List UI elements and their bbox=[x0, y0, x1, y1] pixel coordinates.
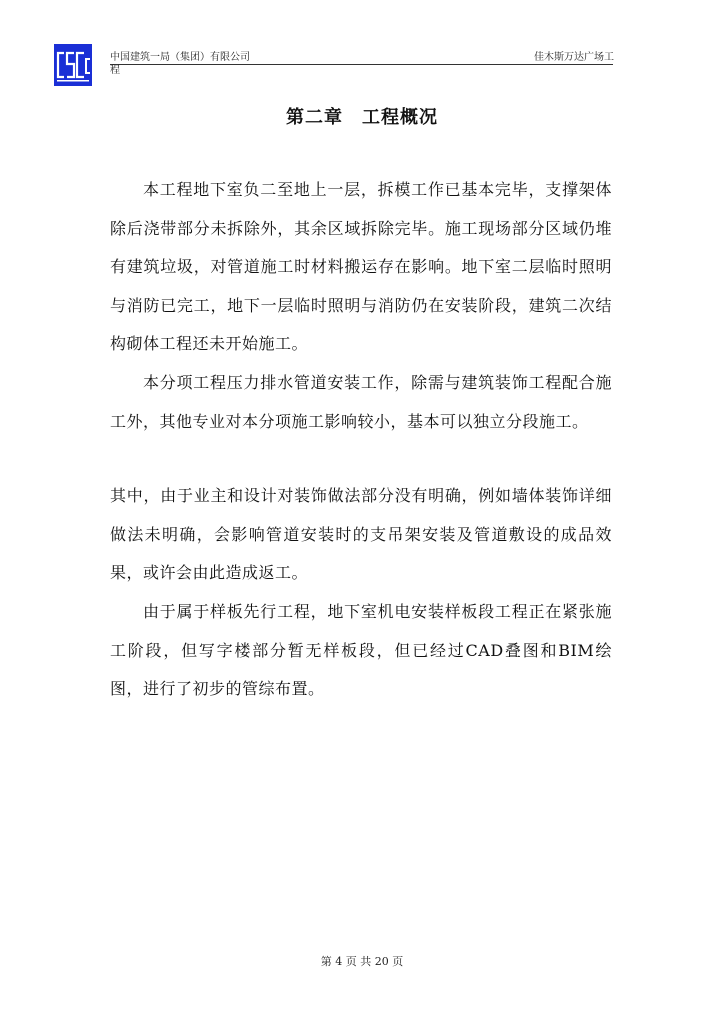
paragraph-sample-section: 由于属于样板先行工程，地下室机电安装样板段工程正在紧张施工阶段，但写字楼部分暂无样板段，但已经过CAD叠图和BIM绘图，进行了初步的管综布置。 bbox=[110, 602, 612, 698]
header-rule bbox=[110, 64, 613, 65]
header-company: 中国建筑一局（集团）有限公司 bbox=[110, 52, 250, 63]
paragraph-design-uncertainty: 其中，由于业主和设计对装饰做法部分没有明确，例如墙体装饰详细做法未明确，会影响管道安装时的支吊架安装及管道敷设的成品效果，或许会由此造成返工。 bbox=[110, 486, 612, 582]
page-footer: 第 4 页 共 20 页 bbox=[320, 955, 404, 968]
header-project: 佳木斯万达广场工 bbox=[534, 52, 614, 63]
cscec-logo-icon bbox=[54, 44, 92, 86]
paragraph-site-status: 本工程地下室负二至地上一层，拆模工作已基本完毕，支撑架体除后浇带部分未拆除外，其余区域拆除完毕。施工现场部分区域仍堆有建筑垃圾，对管道施工时材料搬运存在影响。地下室二层临时照明与消防已完工，地下一层临时照明与消防仍在安装阶段，建筑二次结构砌体工程还未开始施工。 bbox=[110, 180, 612, 353]
company-logo bbox=[54, 44, 92, 86]
paragraph-coordination: 本分项工程压力排水管道安装工作，除需与建筑装饰工程配合施工外，其他专业对本分项施工影响较小，基本可以独立分段施工。 bbox=[110, 373, 612, 431]
chapter-title: 第二章 工程概况 bbox=[286, 107, 438, 128]
header-company-continued: 程 bbox=[110, 65, 120, 76]
